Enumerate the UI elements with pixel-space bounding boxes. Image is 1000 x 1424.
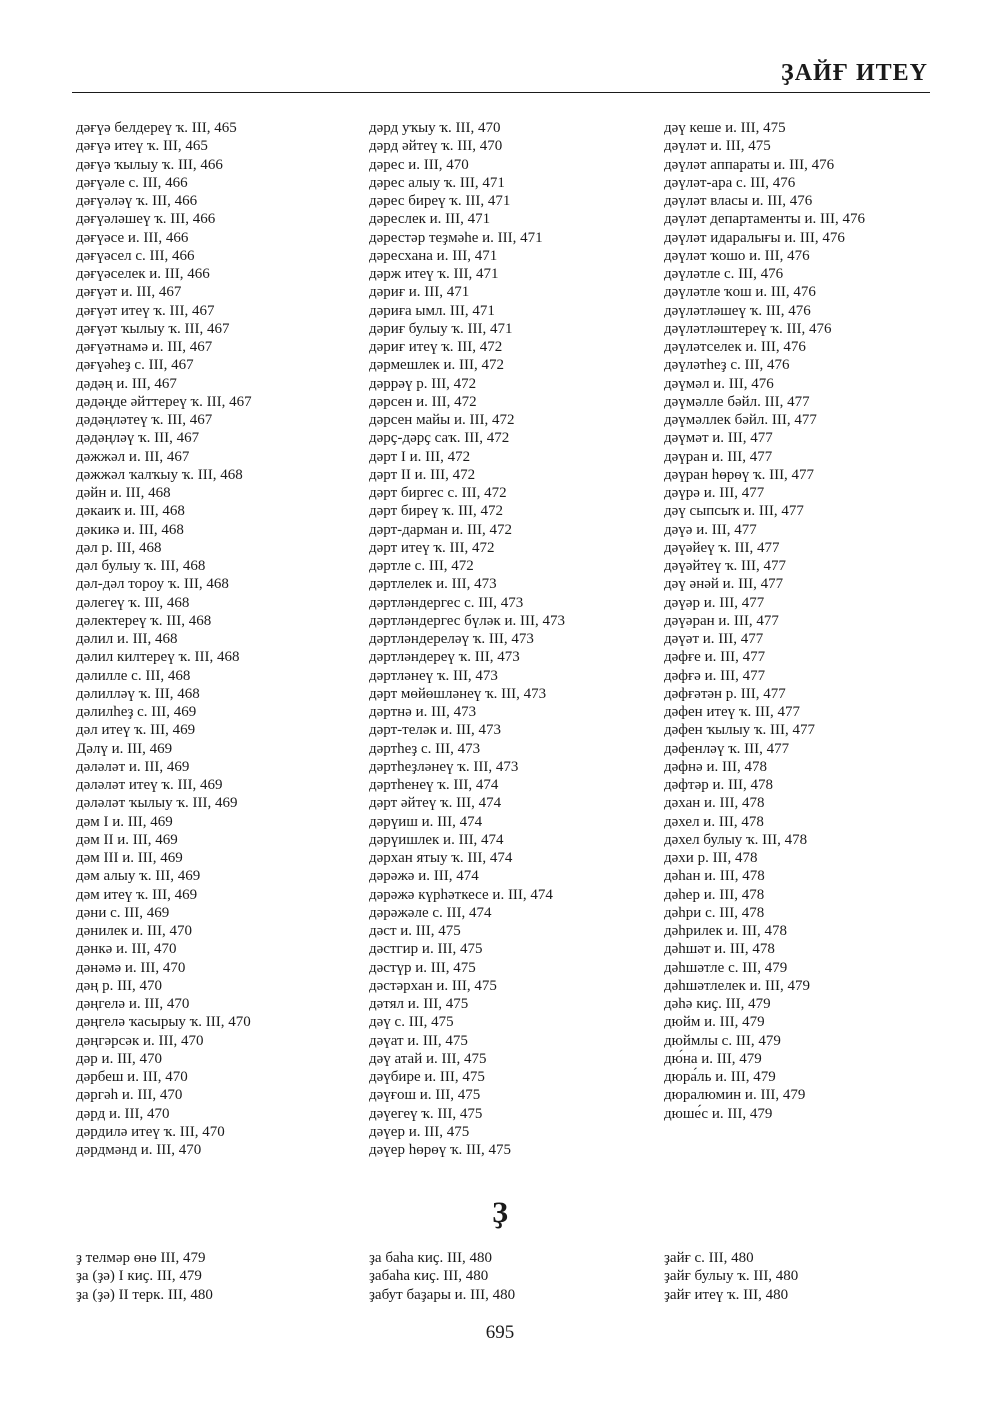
index-entry: дәфтәр и. III, 478 <box>664 777 773 793</box>
index-entry: дәни с. III, 469 <box>76 904 170 921</box>
index-entry: дәфен ҡылыу ҡ. III, 477 <box>664 722 816 739</box>
index-entry: дәм алыу ҡ. III, 469 <box>76 868 201 885</box>
index-entry: дәрт-теләк и. III, 473 <box>369 722 502 739</box>
index-entry: дәрт әйтеү ҡ. III, 474 <box>369 795 502 812</box>
index-entry: дәүбире и. III, 475 <box>369 1069 485 1085</box>
index-entry: дәғүәт и. III, 467 <box>76 284 182 301</box>
index-entry: дәриғ булыу ҡ. III, 471 <box>369 320 513 337</box>
index-entry: дәүләт идаралығы и. III, 476 <box>664 229 845 246</box>
index-entry: дәртләндереү ҡ. III, 473 <box>369 649 520 666</box>
index-entry: дәфен итеү ҡ. III, 477 <box>664 704 801 720</box>
index-entry: дәүәйеү ҡ. III, 477 <box>664 539 780 556</box>
index-entry: дәфнә и. III, 478 <box>664 758 767 775</box>
index-entry: дәл булыу ҡ. III, 468 <box>76 558 206 574</box>
index-entry: ҙайғ с. III, 480 <box>664 1250 754 1266</box>
index-entry: дәһан и. III, 478 <box>664 868 765 885</box>
index-entry: дәстәрхан и. III, 475 <box>369 977 497 994</box>
index-entry: дәртһенеү ҡ. III, 474 <box>369 777 499 793</box>
index-entry: ҙабаһа киҫ. III, 480 <box>369 1268 489 1285</box>
index-entry: дәғүә итеү ҡ. III, 465 <box>76 138 208 155</box>
index-entry: дәү кеше и. III, 475 <box>664 120 786 136</box>
index-entry: дәлегеү ҡ. III, 468 <box>76 594 190 611</box>
index-entry: дәрт-дарман и. III, 472 <box>369 521 513 538</box>
index-entry: дәрәжә күрһәткесе и. III, 474 <box>369 886 553 903</box>
index-entry: дәләләт итеү ҡ. III, 469 <box>76 777 223 793</box>
index-entry: дәрт I и. III, 472 <box>369 448 471 465</box>
index-entry: дәртһеҙ с. III, 473 <box>369 740 481 757</box>
index-entry: дәхел булыу ҡ. III, 478 <box>664 831 808 848</box>
index-entry: дәрәжәле с. III, 474 <box>369 904 492 921</box>
index-entry: дәрд уҡыу ҡ. III, 470 <box>369 120 501 136</box>
index-entry: дәңгелә и. III, 470 <box>76 996 190 1012</box>
index-entry: дәүәйтеү ҡ. III, 477 <box>664 558 787 574</box>
index-entry: дәһә киҫ. III, 479 <box>664 996 771 1012</box>
index-entry: дәртһеҙләнеү ҡ. III, 473 <box>369 758 519 775</box>
index-entry: дәртләндергес бүләк и. III, 473 <box>369 612 565 629</box>
index-entry: дәрт биргес с. III, 472 <box>369 485 507 501</box>
index-entry: дәрт мөйөшләнеү ҡ. III, 473 <box>369 685 547 702</box>
index-entry: ҙабут баҙары и. III, 480 <box>369 1286 516 1303</box>
index-entry: дәүләтләштереү ҡ. III, 476 <box>664 320 832 337</box>
index-entry: ҙа (ҙә) I киҫ. III, 479 <box>76 1268 202 1285</box>
index-entry: дюралюмин и. III, 479 <box>664 1087 806 1104</box>
index-entry: дюймлы с. III, 479 <box>664 1032 781 1049</box>
index-entry: дәжжәл и. III, 467 <box>76 448 190 465</box>
index-entry: дәрдилә итеү ҡ. III, 470 <box>76 1123 225 1140</box>
index-entry: дәүран һөрөү ҡ. III, 477 <box>664 466 815 483</box>
index-entry: дәү сыпсыҡ и. III, 477 <box>664 503 804 520</box>
index-entry: дәүәран и. III, 477 <box>664 612 779 629</box>
index-entry: дәғүәтнамә и. III, 467 <box>76 339 213 355</box>
index-entry: дәртнә и. III, 473 <box>369 704 477 720</box>
index-entry: дәреслек и. III, 471 <box>369 211 491 228</box>
index-entry: дәрт II и. III, 472 <box>369 466 476 483</box>
index-entry: дәриғ и. III, 471 <box>369 284 470 301</box>
index-entry: дәрт итеү ҡ. III, 472 <box>369 539 495 556</box>
index-entry: дәл р. III, 468 <box>76 539 162 556</box>
index-entry: дәр и. III, 470 <box>76 1050 163 1067</box>
page-number: 695 <box>485 1322 515 1343</box>
index-entry: дәү әнәй и. III, 477 <box>664 576 784 593</box>
index-entry: дәртләнеү ҡ. III, 473 <box>369 667 498 684</box>
index-entry: дәфғәтән р. III, 477 <box>664 685 786 702</box>
index-entry: дәүат и. III, 475 <box>369 1032 468 1049</box>
index-entry: дәүмәл и. III, 476 <box>664 375 774 392</box>
index-entry: ҙ телмәр өнө III, 479 <box>76 1250 206 1266</box>
index-entry: дәүләт власы и. III, 476 <box>664 193 813 209</box>
index-entry: ҙа баһа киҫ. III, 480 <box>369 1250 492 1266</box>
index-entry: дәңгелә ҡасырыу ҡ. III, 470 <box>76 1014 251 1031</box>
index-entry: дәрес биреү ҡ. III, 471 <box>369 193 511 209</box>
index-entry: дәртле с. III, 472 <box>369 558 474 574</box>
index-entry: дәғүәле с. III, 466 <box>76 174 188 191</box>
index-entry: Дәлү и. III, 469 <box>76 740 173 757</box>
index-entry: дәһер и. III, 478 <box>664 886 765 903</box>
index-entry: дәң р. III, 470 <box>76 977 163 994</box>
index-entry: дәғүә белдереү ҡ. III, 465 <box>76 120 237 136</box>
index-entry: дәдәңләтеү ҡ. III, 467 <box>76 412 213 428</box>
index-entry: дәғүә ҡылыу ҡ. III, 466 <box>76 156 223 173</box>
index-entry: дәүләт аппараты и. III, 476 <box>664 156 835 173</box>
index-entry: дәүә и. III, 477 <box>664 521 757 538</box>
index-entry: дәрхан ятыу ҡ. III, 474 <box>369 850 513 866</box>
index-entry: дәрж итеү ҡ. III, 471 <box>369 266 499 282</box>
index-entry: дәүран и. III, 477 <box>664 448 773 465</box>
index-entry: дәүрә и. III, 477 <box>664 485 765 501</box>
index-entry: ҙа (ҙә) II терк. III, 480 <box>76 1286 213 1303</box>
index-entry: дәкикә и. III, 468 <box>76 521 184 538</box>
index-entry: дәүләт ҡошо и. III, 476 <box>664 247 810 264</box>
index-entry: дәл-дәл тороу ҡ. III, 468 <box>76 576 229 593</box>
index-entry: дәртлелек и. III, 473 <box>369 576 497 593</box>
index-entry: дәнәмә и. III, 470 <box>76 959 186 976</box>
section-column-2 <box>369 1249 515 1304</box>
index-entry: дәрд и. III, 470 <box>76 1105 170 1122</box>
index-entry: дәлилләү ҡ. III, 468 <box>76 685 200 702</box>
index-entry: дәртләндереләү ҡ. III, 473 <box>369 631 534 647</box>
index-entry: дәһшәт и. III, 478 <box>664 941 775 958</box>
index-entry: дәрсен и. III, 472 <box>369 393 477 410</box>
index-entry: дәғүәсел с. III, 466 <box>76 247 195 264</box>
index-entry: дәһшәтле с. III, 479 <box>664 959 788 976</box>
index-entry: дәрсен майы и. III, 472 <box>369 412 515 428</box>
index-entry: дәүләтле ҡош и. III, 476 <box>664 284 816 301</box>
index-entry: дәүмәллек бәйл. III, 477 <box>664 412 817 428</box>
index-entry: дәғүәселек и. III, 466 <box>76 266 210 282</box>
index-entry: дәрәжә и. III, 474 <box>369 868 479 885</box>
index-entry: дәһри с. III, 478 <box>664 904 765 921</box>
index-entry: дәрҫ-дәрҫ саҡ. III, 472 <box>369 430 510 447</box>
index-entry: дәм II и. III, 469 <box>76 831 178 848</box>
index-entry: дәрес алыу ҡ. III, 471 <box>369 174 505 191</box>
index-entry: дәхел и. III, 478 <box>664 813 764 830</box>
index-entry: дәүләтләшеү ҡ. III, 476 <box>664 302 811 319</box>
index-entry: дюше́с и. III, 479 <box>664 1105 773 1122</box>
index-entry: дәүғош и. III, 475 <box>369 1087 481 1104</box>
index-entry: дәм итеү ҡ. III, 469 <box>76 886 198 903</box>
index-entry: дәфенләү ҡ. III, 477 <box>664 740 790 757</box>
index-entry: дәңгәрсәк и. III, 470 <box>76 1032 204 1049</box>
index-column-2 <box>369 119 565 1159</box>
index-entry: дәргәһ и. III, 470 <box>76 1087 183 1104</box>
index-column-3 <box>664 119 865 1123</box>
index-entry: дәхан и. III, 478 <box>664 795 765 812</box>
index-entry: дәһрилек и. III, 478 <box>664 923 788 939</box>
index-entry: дәриғ итеү ҡ. III, 472 <box>369 339 503 355</box>
index-entry: дәриға ымл. III, 471 <box>369 302 495 319</box>
index-entry: дәфғә и. III, 477 <box>664 667 766 684</box>
index-entry: дю́на и. III, 479 <box>664 1050 762 1067</box>
section-column-1 <box>76 1249 213 1304</box>
index-entry: дәртләндергес с. III, 473 <box>369 594 524 611</box>
index-entry: дәүәр и. III, 477 <box>664 594 765 611</box>
index-entry: дәүләтле с. III, 476 <box>664 266 784 282</box>
index-entry: дәлил килтереү ҡ. III, 468 <box>76 649 240 666</box>
index-entry: дәғүәһеҙ с. III, 467 <box>76 357 194 374</box>
index-entry: дәғүәсе и. III, 466 <box>76 229 189 246</box>
index-entry: дәррәү р. III, 472 <box>369 375 477 392</box>
index-entry: дәрестәр теҙмәһе и. III, 471 <box>369 229 543 246</box>
index-entry: дәүмәт и. III, 477 <box>664 430 773 447</box>
index-entry: дәкаиҡ и. III, 468 <box>76 503 185 520</box>
index-entry: дәүләт и. III, 475 <box>664 138 771 155</box>
index-entry: дәлилһеҙ с. III, 469 <box>76 704 197 720</box>
index-entry: дюйм и. III, 479 <box>664 1014 765 1031</box>
header-rule <box>72 92 930 93</box>
section-column-3 <box>664 1249 798 1304</box>
index-entry: дәлил и. III, 468 <box>76 631 178 647</box>
index-entry: дәғүәләшеү ҡ. III, 466 <box>76 211 216 228</box>
index-entry: дәм III и. III, 469 <box>76 850 183 866</box>
index-column-1 <box>76 119 252 1159</box>
index-entry: дәрбеш и. III, 470 <box>76 1069 188 1085</box>
index-entry: дюра́ль и. III, 479 <box>664 1069 776 1085</box>
index-entry: дәүер и. III, 475 <box>369 1123 470 1140</box>
index-entry: дәст и. III, 475 <box>369 923 461 939</box>
index-entry: дәләләт ҡылыу ҡ. III, 469 <box>76 795 238 812</box>
index-entry: дәрүишлек и. III, 474 <box>369 831 504 848</box>
index-entry: дәстүр и. III, 475 <box>369 959 476 976</box>
index-entry: дәрүиш и. III, 474 <box>369 813 483 830</box>
index-entry: дәдәңләү ҡ. III, 467 <box>76 430 200 447</box>
index-entry: дәғүәт ҡылыу ҡ. III, 467 <box>76 320 230 337</box>
index-entry: дәфғе и. III, 477 <box>664 649 766 666</box>
index-entry: дәл итеү ҡ. III, 469 <box>76 722 196 739</box>
index-entry: дәрд әйтеү ҡ. III, 470 <box>369 138 503 155</box>
running-header-title: ҘАЙҒ ИТЕҮ <box>781 60 928 86</box>
index-entry: дәүләтселек и. III, 476 <box>664 339 806 355</box>
index-entry: дәләләт и. III, 469 <box>76 758 190 775</box>
index-entry: дәхи р. III, 478 <box>664 850 758 866</box>
index-entry: дәүләт-ара с. III, 476 <box>664 174 796 191</box>
index-entry: дәстгир и. III, 475 <box>369 941 483 958</box>
index-entry: дәүмәлле бәйл. III, 477 <box>664 393 810 410</box>
index-entry: дәресхана и. III, 471 <box>369 247 498 264</box>
index-entry: ҙайғ булыу ҡ. III, 480 <box>664 1268 799 1285</box>
index-entry: дәлектереү ҡ. III, 468 <box>76 612 212 629</box>
index-entry: дәйн и. III, 468 <box>76 485 171 501</box>
index-entry: ҙайғ итеү ҡ. III, 480 <box>664 1286 789 1303</box>
index-entry: дәү атай и. III, 475 <box>369 1050 487 1067</box>
index-entry: дәғүәләү ҡ. III, 466 <box>76 193 198 209</box>
index-entry: дәүләт департаменты и. III, 476 <box>664 211 865 228</box>
index-entry: дәтял и. III, 475 <box>369 996 469 1012</box>
index-entry: дәүләтһеҙ с. III, 476 <box>664 357 790 374</box>
section-letter-heading: Ҙ <box>492 1196 508 1229</box>
index-entry: дәлилле с. III, 468 <box>76 667 191 684</box>
index-entry: дәрт биреү ҡ. III, 472 <box>369 503 504 520</box>
index-entry: дәдәңде әйттереү ҡ. III, 467 <box>76 393 252 410</box>
index-entry: дәү с. III, 475 <box>369 1014 454 1031</box>
index-entry: дәрмешлек и. III, 472 <box>369 357 504 374</box>
index-entry: дәрдмәнд и. III, 470 <box>76 1142 202 1158</box>
index-entry: дәжжәл ҡалҡыу ҡ. III, 468 <box>76 466 243 483</box>
index-entry: дәүегеү ҡ. III, 475 <box>369 1105 483 1122</box>
index-entry: дәүер һөрөү ҡ. III, 475 <box>369 1142 512 1158</box>
index-entry: дәүәт и. III, 477 <box>664 631 764 647</box>
index-entry: дәрес и. III, 470 <box>369 156 469 173</box>
index-entry: дәғүәт итеү ҡ. III, 467 <box>76 302 215 319</box>
index-entry: дәдәң и. III, 467 <box>76 375 177 392</box>
index-entry: дәнкә и. III, 470 <box>76 941 177 958</box>
index-entry: дәм I и. III, 469 <box>76 813 173 830</box>
index-entry: дәнилек и. III, 470 <box>76 923 193 939</box>
index-entry: дәһшәтлелек и. III, 479 <box>664 977 811 994</box>
